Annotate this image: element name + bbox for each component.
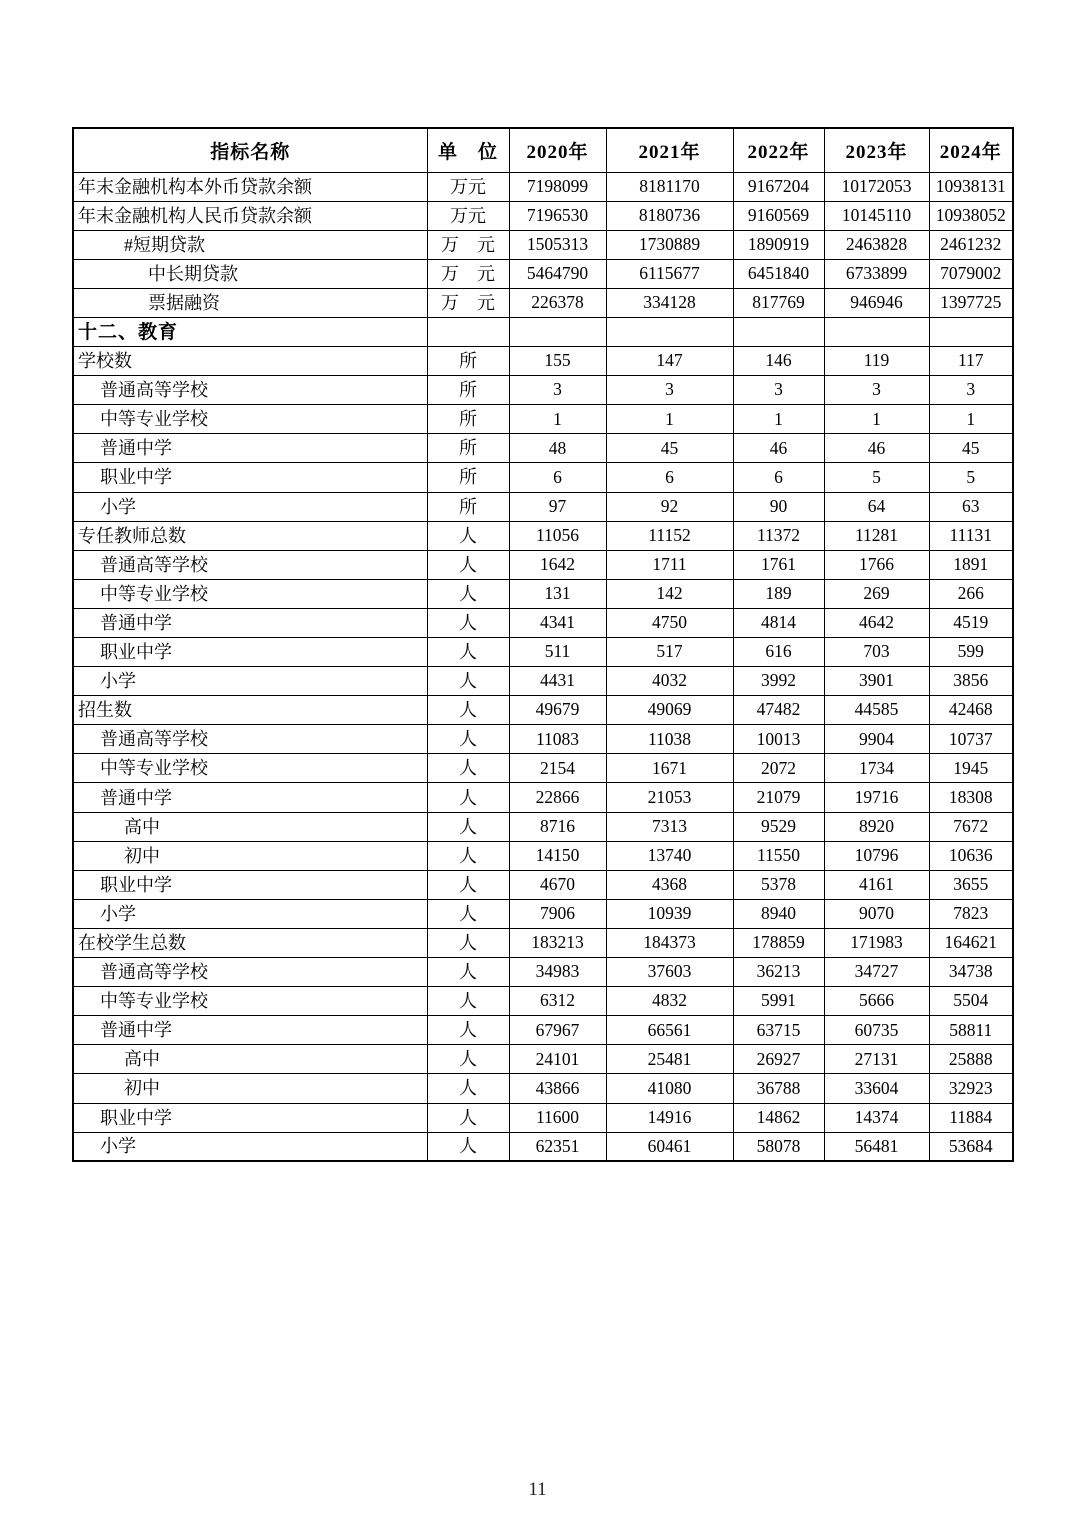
value-cell: 171983 [824,928,929,957]
value-cell: 1 [824,405,929,434]
indicator-label: 年末金融机构人民币贷款余额 [73,201,427,230]
value-cell: 4368 [606,870,733,899]
statistics-table [72,127,1014,1162]
value-cell: 7906 [509,899,606,928]
table-row [73,550,1013,579]
value-cell: 37603 [606,958,733,987]
value-cell: 14374 [824,1103,929,1132]
value-cell: 10172053 [824,172,929,201]
value-cell: 11884 [929,1103,1013,1132]
value-cell: 142 [606,579,733,608]
unit-cell: 所 [427,347,509,376]
value-cell: 131 [509,579,606,608]
value-cell: 11600 [509,1103,606,1132]
value-cell [929,317,1013,346]
value-cell: 11038 [606,725,733,754]
value-cell: 8716 [509,812,606,841]
unit-cell: 人 [427,550,509,579]
value-cell: 11083 [509,725,606,754]
unit-cell: 所 [427,492,509,521]
unit-cell: 人 [427,1016,509,1045]
value-cell: 11056 [509,521,606,550]
value-cell: 7196530 [509,201,606,230]
value-cell: 4670 [509,870,606,899]
table-row [73,201,1013,230]
indicator-label: #短期贷款 [73,230,427,259]
value-cell: 34738 [929,958,1013,987]
value-cell: 5504 [929,987,1013,1016]
value-cell: 19716 [824,783,929,812]
indicator-label: 高中 [73,812,427,841]
value-cell: 6 [606,463,733,492]
value-cell: 2154 [509,754,606,783]
value-cell: 10013 [733,725,824,754]
value-cell: 817769 [733,288,824,317]
value-cell: 63715 [733,1016,824,1045]
value-cell: 1671 [606,754,733,783]
value-cell: 7823 [929,899,1013,928]
table-row [73,1103,1013,1132]
value-cell: 97 [509,492,606,521]
value-cell: 10145110 [824,201,929,230]
indicator-label: 中等专业学校 [73,754,427,783]
value-cell: 58811 [929,1016,1013,1045]
indicator-label: 中长期贷款 [73,259,427,288]
value-cell: 32923 [929,1074,1013,1103]
indicator-label: 招生数 [73,696,427,725]
header-year-2020: 2020年 [509,128,606,172]
value-cell: 946946 [824,288,929,317]
value-cell: 5378 [733,870,824,899]
unit-cell: 人 [427,783,509,812]
table-row [73,696,1013,725]
value-cell: 45 [929,434,1013,463]
value-cell: 1 [509,405,606,434]
value-cell: 11152 [606,521,733,550]
value-cell: 64 [824,492,929,521]
value-cell: 6451840 [733,259,824,288]
unit-cell: 人 [427,754,509,783]
value-cell: 7672 [929,812,1013,841]
value-cell: 34727 [824,958,929,987]
value-cell: 703 [824,638,929,667]
value-cell: 8181170 [606,172,733,201]
value-cell: 11372 [733,521,824,550]
unit-cell: 人 [427,928,509,957]
value-cell: 6 [733,463,824,492]
value-cell: 1734 [824,754,929,783]
value-cell: 10939 [606,899,733,928]
unit-cell: 人 [427,987,509,1016]
value-cell: 5 [824,463,929,492]
value-cell: 4431 [509,667,606,696]
value-cell: 11550 [733,841,824,870]
value-cell: 27131 [824,1045,929,1074]
value-cell: 119 [824,347,929,376]
value-cell: 4832 [606,987,733,1016]
indicator-label: 十二、教育 [73,317,427,346]
value-cell: 146 [733,347,824,376]
table-row [73,638,1013,667]
indicator-label: 普通高等学校 [73,958,427,987]
value-cell: 44585 [824,696,929,725]
value-cell: 6312 [509,987,606,1016]
indicator-label: 职业中学 [73,638,427,667]
value-cell: 45 [606,434,733,463]
unit-cell: 所 [427,463,509,492]
value-cell: 155 [509,347,606,376]
value-cell: 49069 [606,696,733,725]
unit-cell: 人 [427,696,509,725]
value-cell: 1 [929,405,1013,434]
value-cell: 4519 [929,608,1013,637]
value-cell: 511 [509,638,606,667]
value-cell [509,317,606,346]
unit-cell: 人 [427,725,509,754]
table-row [73,812,1013,841]
value-cell: 10796 [824,841,929,870]
table-row [73,1132,1013,1161]
value-cell: 226378 [509,288,606,317]
value-cell: 4341 [509,608,606,637]
value-cell: 18308 [929,783,1013,812]
value-cell: 25888 [929,1045,1013,1074]
table-row [73,172,1013,201]
value-cell: 1945 [929,754,1013,783]
value-cell: 1890919 [733,230,824,259]
table-row [73,376,1013,405]
value-cell: 266 [929,579,1013,608]
unit-cell: 人 [427,1103,509,1132]
value-cell: 117 [929,347,1013,376]
value-cell: 42468 [929,696,1013,725]
unit-cell: 万元 [427,201,509,230]
indicator-label: 中等专业学校 [73,405,427,434]
table-row [73,667,1013,696]
table-row [73,754,1013,783]
value-cell: 21053 [606,783,733,812]
value-cell: 3655 [929,870,1013,899]
indicator-label: 普通中学 [73,608,427,637]
table-row [73,288,1013,317]
indicator-label: 小学 [73,1132,427,1161]
indicator-label: 小学 [73,899,427,928]
header-indicator-name: 指标名称 [73,128,427,172]
value-cell: 5464790 [509,259,606,288]
indicator-label: 普通高等学校 [73,550,427,579]
table-row [73,579,1013,608]
value-cell: 189 [733,579,824,608]
value-cell: 7313 [606,812,733,841]
value-cell: 9070 [824,899,929,928]
table-row [73,928,1013,957]
value-cell: 41080 [606,1074,733,1103]
unit-cell: 人 [427,1074,509,1103]
value-cell: 14916 [606,1103,733,1132]
value-cell: 1505313 [509,230,606,259]
value-cell: 24101 [509,1045,606,1074]
unit-cell: 人 [427,812,509,841]
indicator-label: 职业中学 [73,463,427,492]
value-cell: 26927 [733,1045,824,1074]
indicator-label: 中等专业学校 [73,579,427,608]
table-row [73,725,1013,754]
unit-cell: 人 [427,841,509,870]
table-row [73,899,1013,928]
indicator-label: 初中 [73,841,427,870]
value-cell: 1761 [733,550,824,579]
value-cell: 92 [606,492,733,521]
value-cell: 4642 [824,608,929,637]
indicator-label: 职业中学 [73,1103,427,1132]
header-year-2021: 2021年 [606,128,733,172]
value-cell: 62351 [509,1132,606,1161]
header-year-2024: 2024年 [929,128,1013,172]
value-cell: 178859 [733,928,824,957]
value-cell: 67967 [509,1016,606,1045]
header-unit: 单 位 [427,128,509,172]
indicator-label: 普通中学 [73,1016,427,1045]
value-cell: 48 [509,434,606,463]
value-cell: 11281 [824,521,929,550]
indicator-label: 职业中学 [73,870,427,899]
unit-cell: 人 [427,667,509,696]
indicator-label: 普通中学 [73,434,427,463]
value-cell: 60735 [824,1016,929,1045]
value-cell: 164621 [929,928,1013,957]
value-cell: 21079 [733,783,824,812]
value-cell: 14862 [733,1103,824,1132]
value-cell: 3 [606,376,733,405]
value-cell: 4750 [606,608,733,637]
unit-cell: 人 [427,1045,509,1074]
value-cell: 49679 [509,696,606,725]
value-cell: 7079002 [929,259,1013,288]
unit-cell: 人 [427,638,509,667]
value-cell: 147 [606,347,733,376]
value-cell: 1766 [824,550,929,579]
indicator-label: 票据融资 [73,288,427,317]
value-cell: 58078 [733,1132,824,1161]
indicator-label: 普通中学 [73,783,427,812]
value-cell: 3 [824,376,929,405]
value-cell: 10938131 [929,172,1013,201]
value-cell: 9529 [733,812,824,841]
table-row [73,521,1013,550]
value-cell: 1397725 [929,288,1013,317]
value-cell: 334128 [606,288,733,317]
value-cell: 36213 [733,958,824,987]
value-cell: 34983 [509,958,606,987]
value-cell: 9904 [824,725,929,754]
value-cell: 10938052 [929,201,1013,230]
unit-cell: 人 [427,608,509,637]
table-row [73,1016,1013,1045]
value-cell: 10636 [929,841,1013,870]
value-cell: 5666 [824,987,929,1016]
value-cell: 9160569 [733,201,824,230]
value-cell: 33604 [824,1074,929,1103]
indicator-label: 普通高等学校 [73,376,427,405]
value-cell: 1730889 [606,230,733,259]
value-cell: 66561 [606,1016,733,1045]
value-cell: 5991 [733,987,824,1016]
table-row [73,987,1013,1016]
value-cell: 6733899 [824,259,929,288]
unit-cell: 所 [427,376,509,405]
value-cell: 5 [929,463,1013,492]
table-row [73,347,1013,376]
value-cell: 2072 [733,754,824,783]
unit-cell: 万 元 [427,259,509,288]
unit-cell: 万 元 [427,288,509,317]
value-cell: 4814 [733,608,824,637]
section-row [73,317,1013,346]
value-cell [606,317,733,346]
value-cell: 53684 [929,1132,1013,1161]
value-cell: 599 [929,638,1013,667]
value-cell: 9167204 [733,172,824,201]
value-cell: 183213 [509,928,606,957]
value-cell: 3 [509,376,606,405]
indicator-label: 小学 [73,667,427,696]
value-cell: 8940 [733,899,824,928]
indicator-label: 中等专业学校 [73,987,427,1016]
table-row [73,1074,1013,1103]
table-row [73,259,1013,288]
unit-cell: 人 [427,958,509,987]
table-row [73,958,1013,987]
value-cell: 14150 [509,841,606,870]
unit-cell: 万元 [427,172,509,201]
value-cell: 56481 [824,1132,929,1161]
value-cell: 43866 [509,1074,606,1103]
table-row [73,434,1013,463]
table-row [73,492,1013,521]
table-header-row [73,128,1013,172]
table-body [73,172,1013,1161]
indicator-label: 学校数 [73,347,427,376]
value-cell: 3 [733,376,824,405]
value-cell: 4032 [606,667,733,696]
value-cell: 8920 [824,812,929,841]
value-cell: 46 [733,434,824,463]
value-cell: 60461 [606,1132,733,1161]
unit-cell: 所 [427,434,509,463]
page-number: 11 [528,1479,547,1500]
indicator-label: 专任教师总数 [73,521,427,550]
value-cell: 2463828 [824,230,929,259]
value-cell: 3856 [929,667,1013,696]
value-cell: 22866 [509,783,606,812]
value-cell: 90 [733,492,824,521]
value-cell: 1711 [606,550,733,579]
value-cell: 6115677 [606,259,733,288]
unit-cell: 人 [427,521,509,550]
indicator-label: 在校学生总数 [73,928,427,957]
unit-cell: 人 [427,1132,509,1161]
value-cell: 13740 [606,841,733,870]
header-year-2023: 2023年 [824,128,929,172]
table-row [73,405,1013,434]
value-cell: 47482 [733,696,824,725]
unit-cell: 所 [427,405,509,434]
value-cell: 7198099 [509,172,606,201]
unit-cell: 人 [427,899,509,928]
header-year-2022: 2022年 [733,128,824,172]
indicator-label: 普通高等学校 [73,725,427,754]
table-row [73,870,1013,899]
value-cell [733,317,824,346]
table-row [73,230,1013,259]
value-cell: 1642 [509,550,606,579]
value-cell: 1 [733,405,824,434]
indicator-label: 年末金融机构本外币贷款余额 [73,172,427,201]
value-cell: 1891 [929,550,1013,579]
table-row [73,841,1013,870]
indicator-label: 小学 [73,492,427,521]
value-cell: 3901 [824,667,929,696]
table-row [73,608,1013,637]
value-cell: 1 [606,405,733,434]
table-row [73,783,1013,812]
value-cell: 4161 [824,870,929,899]
value-cell: 3992 [733,667,824,696]
unit-cell: 人 [427,870,509,899]
value-cell [824,317,929,346]
unit-cell [427,317,509,346]
value-cell: 10737 [929,725,1013,754]
table-row [73,1045,1013,1074]
value-cell: 63 [929,492,1013,521]
value-cell: 269 [824,579,929,608]
unit-cell: 人 [427,579,509,608]
table-row [73,463,1013,492]
value-cell: 25481 [606,1045,733,1074]
unit-cell: 万 元 [427,230,509,259]
value-cell: 184373 [606,928,733,957]
value-cell: 36788 [733,1074,824,1103]
value-cell: 6 [509,463,606,492]
indicator-label: 高中 [73,1045,427,1074]
value-cell: 11131 [929,521,1013,550]
value-cell: 3 [929,376,1013,405]
value-cell: 2461232 [929,230,1013,259]
value-cell: 517 [606,638,733,667]
value-cell: 616 [733,638,824,667]
value-cell: 46 [824,434,929,463]
value-cell: 8180736 [606,201,733,230]
indicator-label: 初中 [73,1074,427,1103]
